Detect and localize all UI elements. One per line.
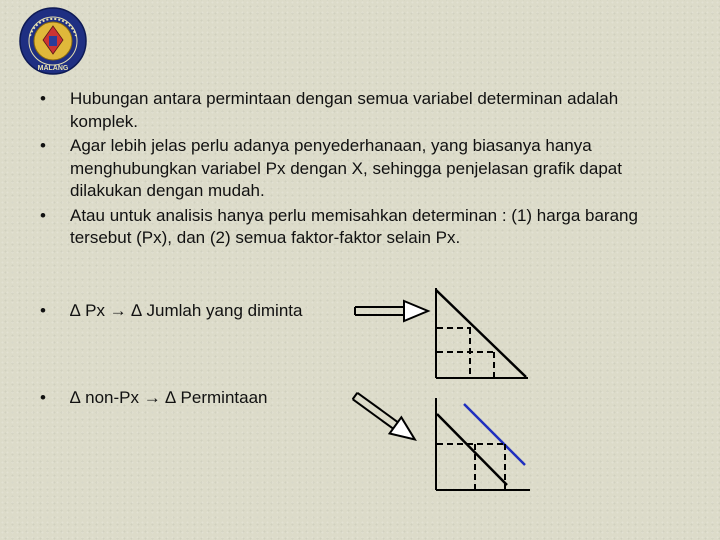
shifted-demand-curve: [464, 404, 525, 465]
movement-along-curve-graph: [436, 288, 528, 378]
bullet-text: Atau untuk analisis hanya perlu memisahkan determinan : (1) harga barang tersebut (Px), dan (2) semua faktor-faktor selain Px.: [70, 205, 638, 247]
bullet-marker: •: [40, 301, 46, 320]
logo-city-text: MALANG: [37, 65, 69, 72]
nonprice-change-text: ∆ non-Px → ∆ Permintaan: [70, 388, 268, 407]
bullet-text: Agar lebih jelas perlu adanya penyederhanaan, yang biasanya hanya menghubungkan variabel Px dengan X, sehingga penjelasan grafik dapat dilakukan dengan mudah.: [70, 136, 622, 200]
bullet-marker: •: [40, 89, 46, 108]
bullet-marker: •: [40, 136, 46, 155]
double-arrow-right-icon: [355, 301, 428, 321]
bullet-marker: •: [40, 205, 46, 225]
demand-curve: [436, 290, 526, 377]
bullet-text: Hubungan antara permintaan dengan semua variabel determinan adalah komplek.: [70, 89, 619, 131]
shift-of-curve-graph: [436, 398, 530, 490]
double-arrow-diagonal-icon: [349, 388, 421, 448]
bullet-marker: •: [40, 388, 46, 407]
original-demand-curve: [437, 414, 507, 485]
price-change-text: ∆ Px → ∆ Jumlah yang diminta: [70, 301, 303, 320]
